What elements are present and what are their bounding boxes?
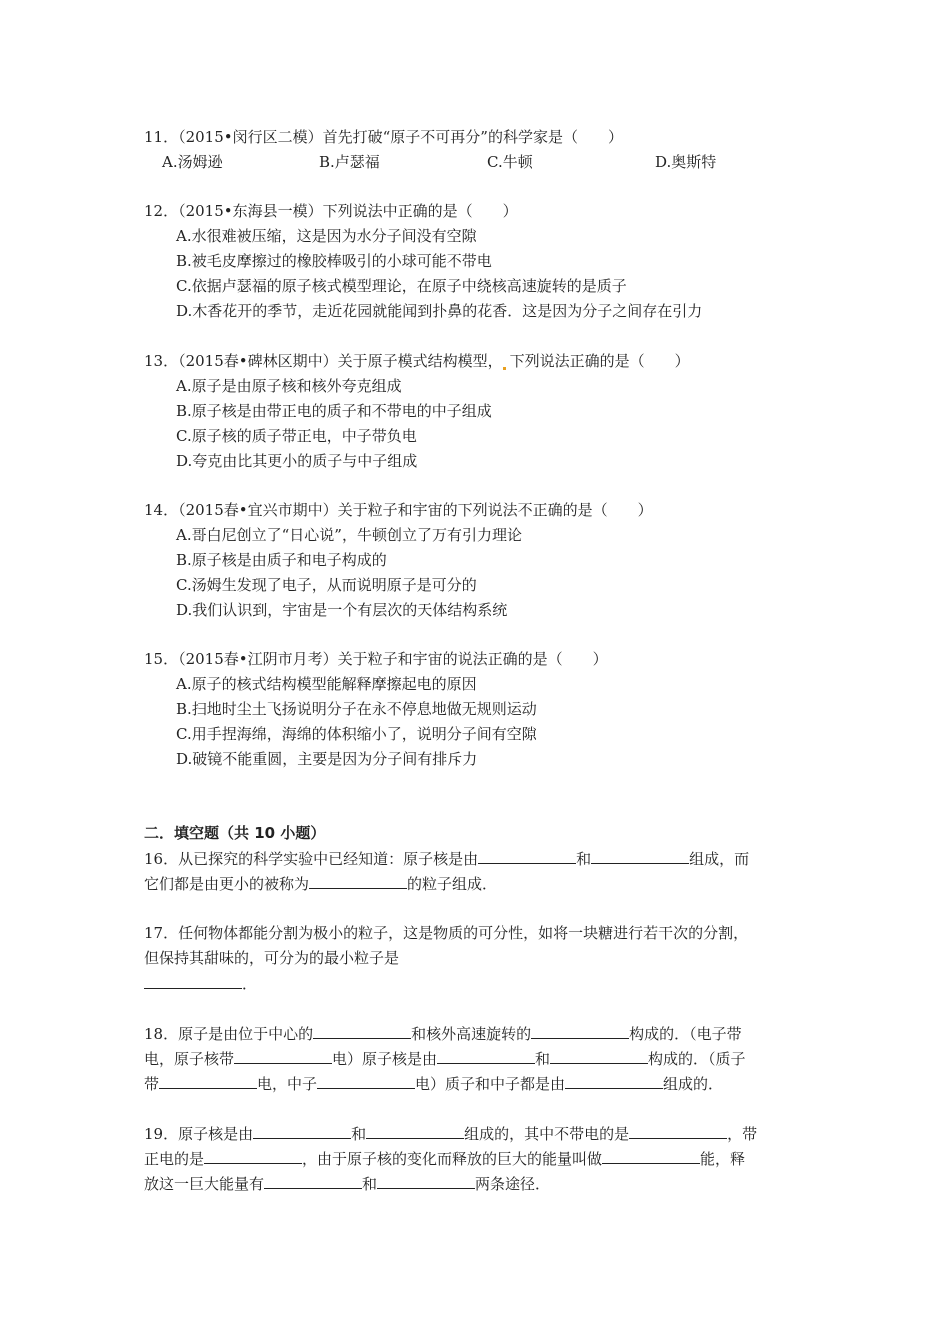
q18-text: 电）质子和中子都是由 (415, 1075, 566, 1093)
q19-text: 两条途径． (475, 1175, 551, 1193)
q15-option-b: B.扫地时尘土飞扬说明分子在永不停息地做无规则运动 (176, 700, 537, 718)
answer-blank[interactable] (253, 1122, 351, 1139)
q18-text: 带 (144, 1075, 160, 1093)
q15-option-d: D.破镜不能重圆，主要是因为分子间有排斥力 (176, 750, 478, 768)
answer-blank[interactable] (377, 1172, 475, 1189)
answer-blank[interactable] (437, 1047, 535, 1064)
q14-option-a: A.哥白尼创立了“日心说”，牛顿创立了万有引力理论 (176, 526, 522, 544)
q18-text: 构成的．（电子带 (629, 1025, 742, 1043)
question-12-stem: 12．（2015•东海县一模）下列说法中正确的是（ ） (144, 202, 518, 220)
answer-blank[interactable] (591, 847, 689, 864)
q19-text: 能，释 (700, 1150, 746, 1168)
q18-text: 电，原子核带 (144, 1050, 235, 1068)
answer-blank[interactable] (565, 1072, 663, 1089)
q19-text: 19．原子核是由 (144, 1125, 254, 1143)
q13-option-c: C.原子核的质子带正电，中子带负电 (176, 427, 417, 445)
q19-text: 正电的是 (144, 1150, 205, 1168)
question-17-line-2: 但保持其甜味的，可分为的最小粒子是 (144, 949, 400, 967)
q15-option-c: C.用手捏海绵，海绵的体积缩小了，说明分子间有空隙 (176, 725, 537, 743)
question-19-line-3 (144, 1172, 550, 1195)
q11-option-a: A.汤姆逊 (162, 153, 223, 171)
question-13-stem (144, 350, 690, 372)
q13-option-d: D.夸克由比其更小的质子与中子组成 (176, 452, 418, 470)
q11-option-b: B.卢瑟福 (319, 153, 380, 171)
q14-option-d: D.我们认识到，宇宙是一个有层次的天体结构系统 (176, 601, 508, 619)
q12-option-a: A.水很难被压缩，这是因为水分子间没有空隙 (176, 227, 477, 245)
q16-text: 的粒子组成． (407, 875, 498, 893)
answer-blank[interactable] (313, 1022, 411, 1039)
answer-blank[interactable] (144, 972, 242, 989)
question-18-line-1 (144, 1022, 742, 1045)
question-18-line-2 (144, 1047, 746, 1070)
q19-text: 和 (362, 1175, 378, 1193)
q19-text: 和 (351, 1125, 367, 1143)
q18-text: 电）原子核是由 (332, 1050, 438, 1068)
question-14-stem: 14．（2015春•宜兴市期中）关于粒子和宇宙的下列说法不正确的是（ ） (144, 501, 653, 519)
answer-blank[interactable] (478, 847, 576, 864)
orange-dot-mark (503, 367, 506, 370)
answer-blank[interactable] (629, 1122, 727, 1139)
answer-blank[interactable] (234, 1047, 332, 1064)
q13-stem-part-a: 13．（2015春•碑林区期中）关于原子模式结构模型， (144, 352, 503, 370)
q18-text: 电，中子 (257, 1075, 318, 1093)
q13-stem-part-b: 下列说法正确的是（ ） (509, 352, 690, 370)
question-11-stem: 11．（2015•闵行区二模）首先打破“原子不可再分”的科学家是（ ） (144, 128, 623, 146)
section-title-fill-in: 二．填空题（共 10 小题） (144, 824, 326, 842)
q18-text: 18．原子是由位于中心的 (144, 1025, 314, 1043)
q16-text: 组成，而 (689, 850, 750, 868)
q19-text: 组成的，其中不带电的是 (464, 1125, 630, 1143)
q12-option-b: B.被毛皮摩擦过的橡胶棒吸引的小球可能不带电 (176, 252, 492, 270)
question-16-line-2 (144, 872, 497, 895)
question-15-stem: 15．（2015春•江阴市月考）关于粒子和宇宙的说法正确的是（ ） (144, 650, 608, 668)
q16-text: 和 (576, 850, 592, 868)
question-17-line-3 (144, 972, 257, 995)
q18-text: 组成的． (663, 1075, 724, 1093)
q11-option-c: C.牛顿 (487, 153, 533, 171)
q12-option-d: D.木香花开的季节，走近花园就能闻到扑鼻的花香．这是因为分子之间存在引力 (176, 302, 703, 320)
q11-option-d: D.奥斯特 (655, 153, 717, 171)
q19-text: ，带 (727, 1125, 758, 1143)
question-16-line-1 (144, 847, 749, 870)
answer-blank[interactable] (550, 1047, 648, 1064)
question-18-line-3 (144, 1072, 723, 1095)
answer-blank[interactable] (264, 1172, 362, 1189)
q18-text: 和 (535, 1050, 551, 1068)
answer-blank[interactable] (602, 1147, 700, 1164)
answer-blank[interactable] (309, 872, 407, 889)
question-19-line-2 (144, 1147, 745, 1170)
question-19-line-1 (144, 1122, 757, 1145)
q16-text: 16．从已探究的科学实验中已经知道：原子核是由 (144, 850, 479, 868)
q19-text: ，由于原子核的变化而释放的巨大的能量叫做 (302, 1150, 603, 1168)
answer-blank[interactable] (366, 1122, 464, 1139)
answer-blank[interactable] (317, 1072, 415, 1089)
q14-option-c: C.汤姆生发现了电子，从而说明原子是可分的 (176, 576, 477, 594)
answer-blank[interactable] (531, 1022, 629, 1039)
q15-option-a: A.原子的核式结构模型能解释摩擦起电的原因 (176, 675, 477, 693)
q13-option-b: B.原子核是由带正电的质子和不带电的中子组成 (176, 402, 492, 420)
answer-blank[interactable] (204, 1147, 302, 1164)
question-17-line-1: 17．任何物体都能分割为极小的粒子，这是物质的可分性，如将一块糖进行若干次的分割， (144, 924, 749, 942)
q16-text: 它们都是由更小的被称为 (144, 875, 310, 893)
q13-option-a: A.原子是由原子核和核外夸克组成 (176, 377, 402, 395)
q18-text: 和核外高速旋转的 (411, 1025, 532, 1043)
answer-blank[interactable] (159, 1072, 257, 1089)
q18-text: 构成的．（质子 (648, 1050, 746, 1068)
q19-text: 放这一巨大能量有 (144, 1175, 265, 1193)
q17-text: ． (242, 975, 258, 993)
q14-option-b: B.原子核是由质子和电子构成的 (176, 551, 387, 569)
q12-option-c: C.依据卢瑟福的原子核式模型理论，在原子中绕核高速旋转的是质子 (176, 277, 627, 295)
